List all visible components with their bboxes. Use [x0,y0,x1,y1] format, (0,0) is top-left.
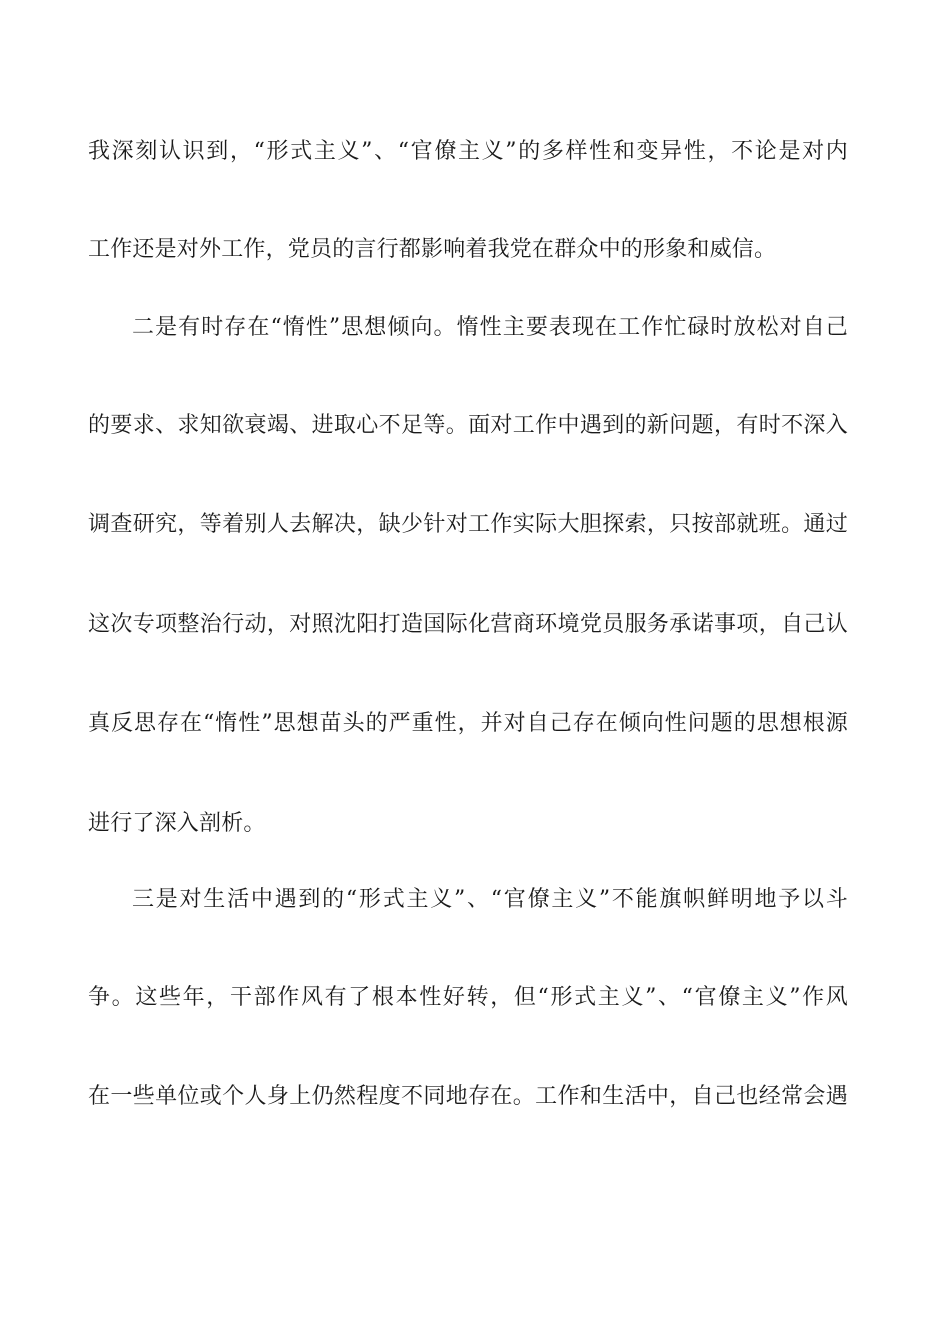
text-line-4: 的要求、求知欲衰竭、进取心不足等。面对工作中遇到的新问题，有时不深入 [88,413,848,438]
paragraph-3-line-1: 三是对生活中遇到的“形式主义”、“官僚主义”不能旗帜鲜明地予以斗 [132,887,848,912]
text-line-1: 我深刻认识到，“形式主义”、“官僚主义”的多样性和变异性，不论是对内 [88,139,848,164]
paragraph-2-line-1: 二是有时存在“惰性”思想倾向。惰性主要表现在工作忙碌时放松对自己 [132,315,848,340]
text-line-11: 在一些单位或个人身上仍然程度不同地存在。工作和生活中，自己也经常会遇 [88,1084,848,1109]
text-line-6: 这次专项整治行动，对照沈阳打造国际化营商环境党员服务承诺事项，自己认 [88,612,848,637]
text-line-10: 争。这些年，干部作风有了根本性好转，但“形式主义”、“官僚主义”作风 [88,985,848,1010]
text-line-2: 工作还是对外工作，党员的言行都影响着我党在群众中的形象和威信。 [88,237,777,262]
text-line-5: 调查研究，等着别人去解决，缺少针对工作实际大胆探索，只按部就班。通过 [88,512,848,537]
text-line-8: 进行了深入剖析。 [88,811,266,836]
text-line-7: 真反思存在“惰性”思想苗头的严重性，并对自己存在倾向性问题的思想根源 [88,711,848,736]
